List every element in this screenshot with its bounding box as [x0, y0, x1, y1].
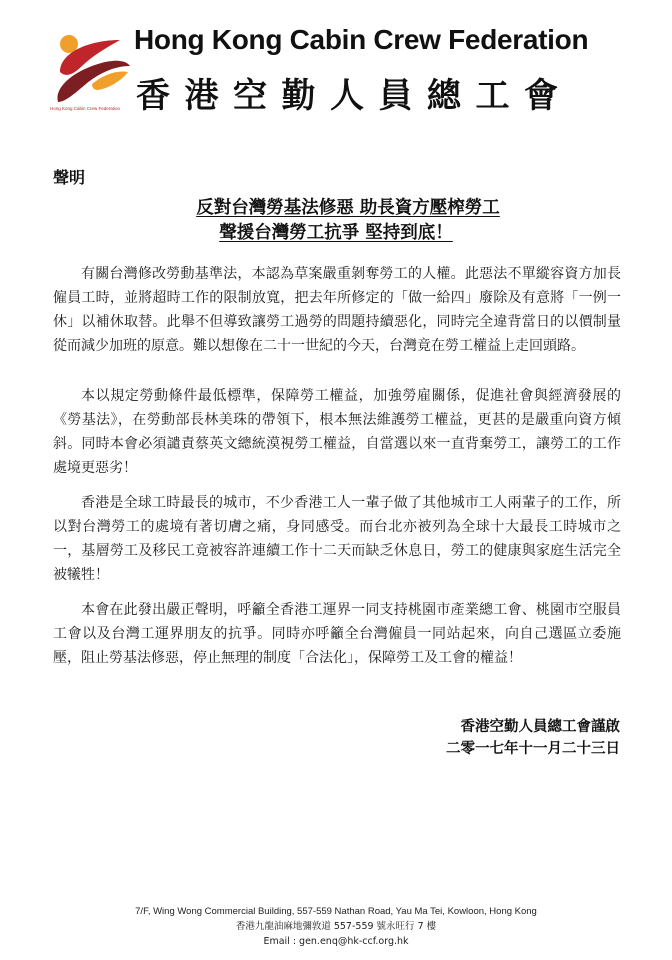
- logo-caption: Hong Kong Cabin Crew Federation: [50, 106, 121, 111]
- footer-address-zh: 香港九龍油麻地彌敦道 557-559 號永旺行 7 樓: [235, 921, 437, 932]
- statement-title: [0, 196, 672, 246]
- signature-date: 二零一七年十一月二十三日: [446, 741, 620, 757]
- organization-name-zh: 香港空勤人員總工會: [136, 76, 573, 116]
- statement-label: 聲明: [53, 168, 86, 187]
- statement-title-line-1: 反對台灣勞基法修惡 助長資方壓榨勞工: [196, 198, 500, 218]
- footer-contact: [0, 904, 672, 949]
- logo-graphic: [52, 26, 132, 110]
- statement-title-line-2: 聲援台灣勞工抗爭 堅持到底！: [219, 223, 453, 243]
- paragraph: 本會在此發出嚴正聲明，呼籲全香港工運界一同支持桃園市產業總工會、桃園市空服員工會以及台灣工運界朋友的抗爭。同時亦呼籲全台灣僱員一同站起來，向自己選區立委施壓，阻止勞基法修惡，停止無理的制度「合法化」，保障勞工及工會的權益！: [53, 602, 621, 666]
- footer-address-en: 7/F, Wing Wong Commercial Building, 557-559 Nathan Road, Yau Ma Tei, Kowloon, Hong Kong: [135, 906, 537, 917]
- footer-email[interactable]: Email : gen.enq@hk-ccf.org.hk: [263, 936, 409, 947]
- federation-logo: [52, 26, 132, 116]
- signature: 香港空勤人員總工會謹啟: [460, 719, 620, 735]
- organization-name-en: Hong Kong Cabin Crew Federation: [134, 24, 589, 55]
- paragraph: 香港是全球工時最長的城市，不少香港工人一輩子做了其他城市工人兩輩子的工作，所以對台灣勞工的處境有著切膚之痛，身同感受。而台北亦被列為全球十大最長工時城市之一，基層勞工及移民工竟被容許連續工作十二天而缺乏休息日，勞工的健康與家庭生活完全被犧牲！: [53, 495, 621, 583]
- paragraph: 有關台灣修改勞動基準法，本認為草案嚴重剝奪勞工的人權。此惡法不單縱容資方加長僱員工時，並將超時工作的限制放寬，把去年所修定的「做一給四」廢除及有意將「一例一休」以補休取替。此舉不但導致讓勞工過勞的問題持續惡化，同時完全違背當日的以價制量從而減少加班的原意。難以想像在二十一世紀的今天，台灣竟在勞工權益上走回頭路。: [53, 266, 621, 354]
- paragraph: 本以規定勞動條件最低標準，保障勞工權益，加強勞雇關係，促進社會與經濟發展的《勞基法》，在勞動部長林美珠的帶領下，根本無法維護勞工權益，更甚的是嚴重向資方傾斜。同時本會必須譴責蔡英文總統漠視勞工權益，自當選以來一直背棄勞工，讓勞工的工作處境更惡劣！: [53, 388, 621, 476]
- signature-block: [446, 716, 620, 760]
